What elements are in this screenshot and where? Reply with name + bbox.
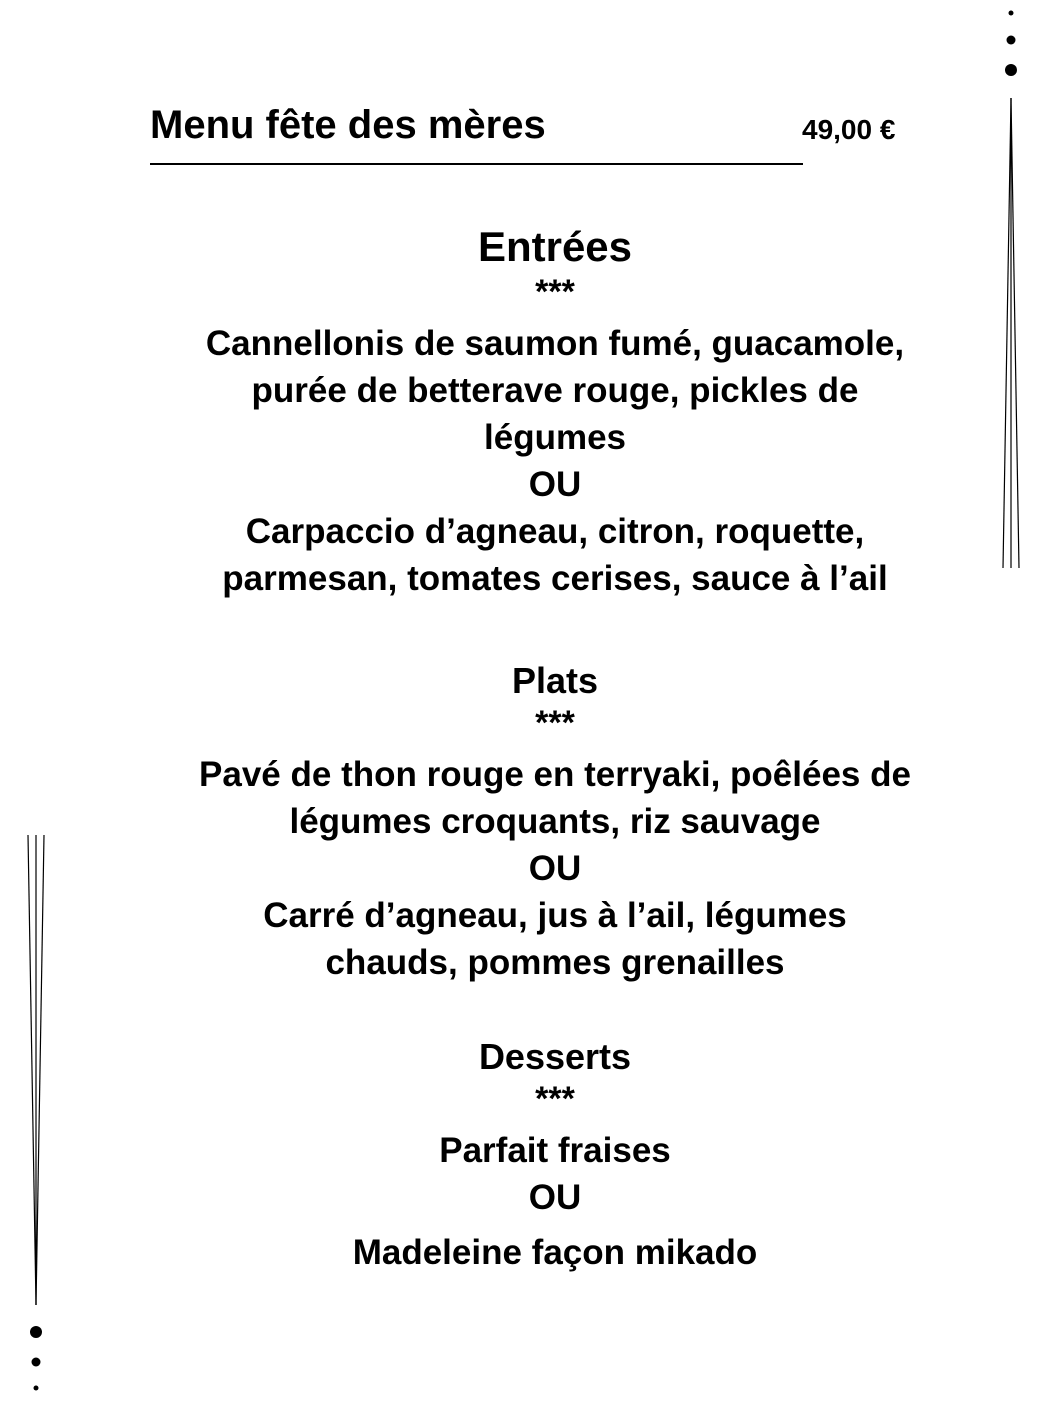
ornament-dot-small — [34, 1386, 39, 1391]
dish-line: parmesan, tomates cerises, sauce à l’ail — [222, 559, 888, 598]
dish-line: Carré d’agneau, jus à l’ail, légumes — [263, 896, 847, 935]
section-separator: *** — [535, 1080, 575, 1118]
section-title: Desserts — [478, 1036, 632, 1077]
section-plats — [130, 659, 980, 986]
ornament-dot-medium — [32, 1358, 41, 1367]
title-underline — [150, 163, 803, 165]
ornament-line — [28, 835, 36, 1305]
ornament-dot-medium — [1007, 36, 1016, 45]
section-title: Entrées — [477, 223, 633, 270]
or-label: OU — [528, 465, 582, 504]
ornament-dot-small — [1009, 11, 1014, 16]
dish-line: Pavé de thon rouge en terryaki, poêlées de — [199, 755, 911, 794]
dish-line: purée de betterave rouge, pickles de — [251, 371, 859, 410]
section-separator: *** — [535, 273, 575, 311]
dish-line: légumes croquants, riz sauvage — [289, 802, 821, 841]
ornament-line — [1003, 98, 1011, 568]
ornament-dot-large — [30, 1326, 42, 1338]
dish-line: Carpaccio d’agneau, citron, roquette, — [245, 512, 865, 551]
dish-line: Cannellonis de saumon fumé, guacamole, — [205, 324, 905, 363]
or-label: OU — [528, 849, 582, 888]
dish-line: légumes — [484, 418, 626, 457]
ornament-line — [1011, 98, 1019, 568]
ornament-dot-large — [1005, 64, 1017, 76]
section-separator: *** — [535, 704, 575, 742]
menu-title: Menu fête des mères — [150, 103, 546, 147]
or-label: OU — [528, 1178, 582, 1217]
dish-line: Parfait fraises — [439, 1131, 671, 1170]
dish-line: Madeleine façon mikado — [352, 1233, 758, 1272]
ornament-line — [36, 835, 44, 1305]
dish-line: chauds, pommes grenailles — [325, 943, 785, 982]
section-title: Plats — [511, 660, 599, 701]
section-desserts — [130, 1035, 980, 1276]
menu-price: 49,00 € — [802, 114, 896, 145]
section-entrees — [130, 222, 980, 602]
